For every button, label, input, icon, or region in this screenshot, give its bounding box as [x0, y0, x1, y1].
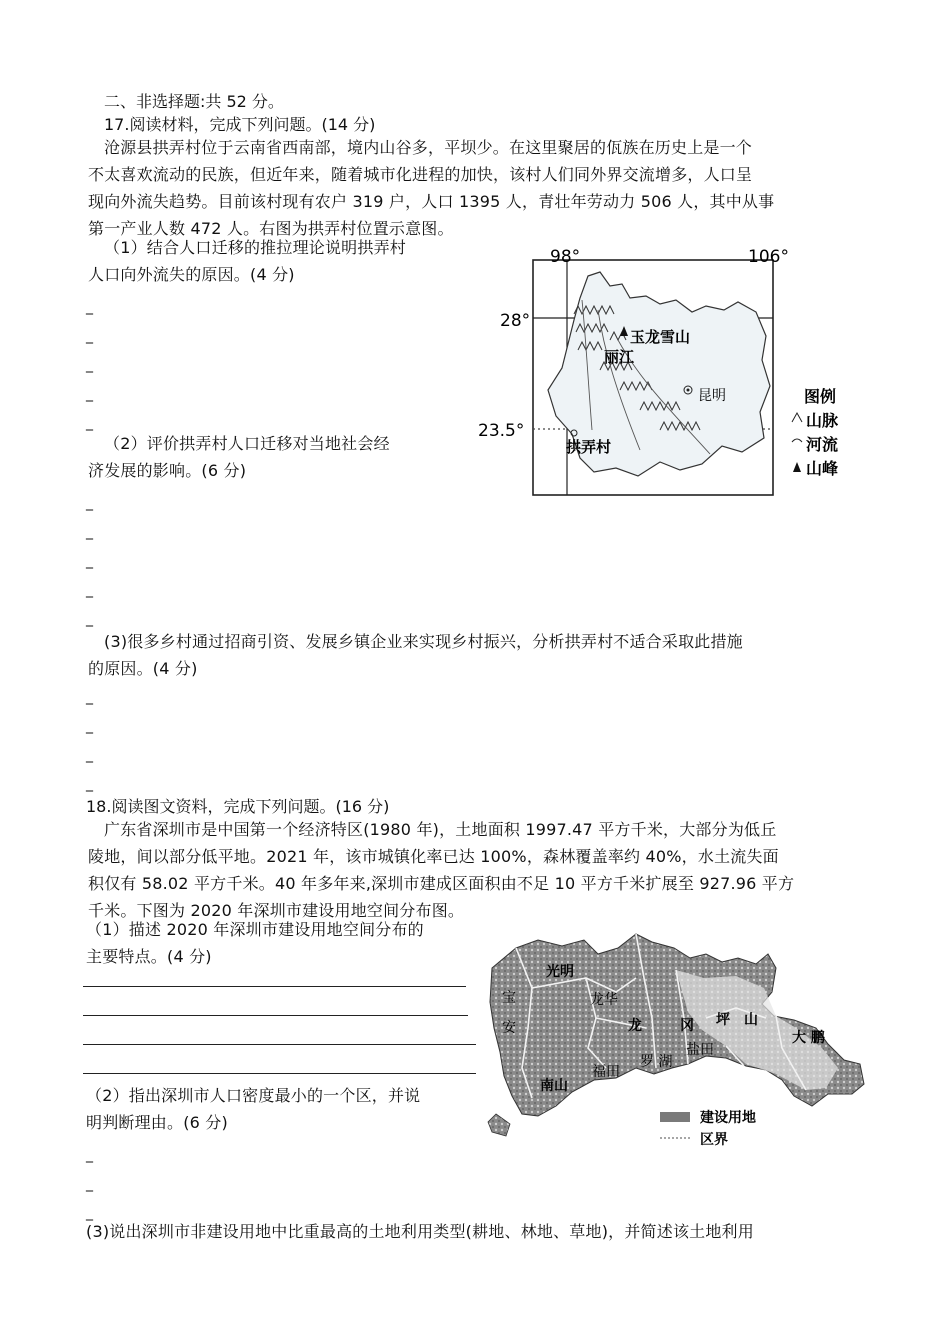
- q18-intro-line: 千米。下图为 2020 年深圳市建设用地空间分布图。: [88, 901, 465, 920]
- q17-intro-line: 沧源县拱弄村位于云南省西南部，境内山谷多，平坝少。在这里聚居的佤族在历史上是一个: [104, 138, 753, 157]
- district-nanshan-label: 南山: [540, 1078, 568, 1094]
- q17-intro-line: 第一产业人数 472 人。右图为拱弄村位置示意图。: [88, 219, 454, 238]
- district-dapeng-label: 大 鹏: [792, 1030, 825, 1046]
- q17-part1-line: 人口向外流失的原因。(4 分): [88, 265, 295, 284]
- answer-line[interactable]: [83, 986, 466, 987]
- district-baoan-label-1: 宝: [502, 990, 516, 1006]
- answer-blank[interactable]: _: [86, 357, 93, 373]
- q18-part3-line: (3)说出深圳市非建设用地中比重最高的土地利用类型(耕地、林地、草地)，并简述该土地利用: [86, 1222, 754, 1241]
- answer-blank[interactable]: _: [86, 415, 93, 431]
- q17-part3: [88, 628, 878, 682]
- district-pingshan-label: 坪 山: [716, 1012, 758, 1028]
- q18-title: 18.阅读图文资料，完成下列问题。(16 分): [86, 797, 390, 816]
- q17-part1-line: （1）结合人口迁移的推拉理论说明拱弄村: [104, 238, 406, 257]
- district-longhua-label: 龙华: [590, 992, 618, 1008]
- q18-part2: [86, 1082, 478, 1136]
- q18-part2-line: 明判断理由。(6 分): [86, 1113, 228, 1132]
- lat-28-label: 28°: [500, 311, 531, 331]
- island: [488, 1114, 510, 1136]
- q17-part2-line: （2）评价拱弄村人口迁移对当地社会经: [104, 434, 390, 453]
- legend-built-swatch: [660, 1112, 690, 1122]
- q17-part2-line: 济发展的影响。(6 分): [88, 461, 247, 480]
- peak-label: 玉龙雪山: [630, 328, 691, 346]
- district-guangming-label: 光明: [546, 964, 574, 980]
- answer-blank[interactable]: _: [86, 553, 93, 569]
- q18-intro-line: 积仅有 58.02 平方千米。40 年多年来,深圳市建成区面积由不足 10 平方千米扩展至 927.96 平方: [88, 874, 795, 893]
- answer-blank[interactable]: _: [86, 524, 93, 540]
- shenzhen-land-use-map: [476, 918, 872, 1154]
- answer-blank[interactable]: _: [86, 776, 93, 792]
- answer-blank[interactable]: _: [86, 328, 93, 344]
- q18-part2-line: （2）指出深圳市人口密度最小的一个区，并说: [86, 1086, 421, 1105]
- answer-blank[interactable]: _: [86, 299, 93, 315]
- lat-23-5-label: 23.5°: [478, 421, 525, 441]
- answer-blank[interactable]: _: [86, 718, 93, 734]
- q17-part3-line: 的原因。(4 分): [88, 659, 198, 678]
- gongnong-village-location-map: [470, 240, 870, 505]
- district-longgang-label-2: 冈: [680, 1018, 694, 1034]
- lon-106-label: 106°: [748, 247, 789, 267]
- district-longgang-label-1: 龙: [628, 1018, 642, 1034]
- section-heading: 二、非选择题:共 52 分。: [104, 92, 284, 111]
- district-yantian-label: 盐田: [686, 1042, 714, 1058]
- peak-legend-icon: [793, 462, 801, 472]
- legend-peak-label: 山峰: [806, 459, 839, 478]
- q17-part3-line: (3)很多乡村通过招商引资、发展乡镇企业来实现乡村振兴，分析拱弄村不适合采取此措施: [104, 632, 743, 651]
- kunming-label: 昆明: [698, 388, 726, 404]
- lijiang-label: 丽江: [604, 348, 635, 366]
- answer-blank[interactable]: _: [86, 689, 93, 705]
- district-baoan-label-2: 安: [502, 1020, 516, 1036]
- mountain-icon: [792, 413, 802, 422]
- answer-blank[interactable]: _: [86, 495, 93, 511]
- lon-98-label: 98°: [550, 247, 581, 267]
- district-futian-label: 福田: [592, 1064, 620, 1080]
- q17-intro-line: 不太喜欢流动的民族，但近年来，随着城市化进程的加快，该村人们同外界交流增多，人口呈: [88, 165, 753, 184]
- answer-blank[interactable]: _: [86, 1147, 93, 1163]
- legend-river-label: 河流: [806, 435, 839, 454]
- kunming-dot-center: [687, 389, 690, 392]
- legend-built-label: 建设用地: [700, 1110, 756, 1126]
- legend-title: 图例: [804, 387, 837, 406]
- district-luohu-label: 罗 湖: [640, 1054, 673, 1070]
- q18-intro-line: 陵地，间以部分低平地。2021 年，该市城镇化率已达 100%，森林覆盖率约 40%，水土流失面: [88, 847, 779, 866]
- answer-line[interactable]: [83, 1073, 476, 1074]
- answer-blank[interactable]: _: [86, 611, 93, 627]
- q17-intro: [88, 134, 878, 242]
- q18-part1: [86, 916, 476, 970]
- answer-line[interactable]: [83, 1044, 476, 1045]
- q17-intro-line: 现向外流失趋势。目前该村现有农户 319 户，人口 1395 人，青壮年劳动力 506 人，其中从事: [88, 192, 775, 211]
- q17-part1: [88, 234, 468, 288]
- river-icon: [792, 439, 802, 442]
- q17-title: 17.阅读材料，完成下列问题。(14 分): [104, 115, 376, 134]
- answer-blank[interactable]: _: [86, 1205, 93, 1221]
- q18-intro: [88, 816, 878, 924]
- q17-part2: [88, 430, 468, 484]
- answer-blank[interactable]: _: [86, 1176, 93, 1192]
- q18-part3: [86, 1218, 906, 1245]
- answer-line[interactable]: [83, 1015, 468, 1016]
- legend-mountain-label: 山脉: [806, 411, 839, 430]
- legend-boundary-label: 区界: [700, 1132, 728, 1148]
- q18-part1-line: （1）描述 2020 年深圳市建设用地空间分布的: [86, 920, 424, 939]
- answer-blank[interactable]: _: [86, 386, 93, 402]
- q18-part1-line: 主要特点。(4 分): [86, 947, 212, 966]
- answer-blank[interactable]: _: [86, 582, 93, 598]
- q18-intro-line: 广东省深圳市是中国第一个经济特区(1980 年)，土地面积 1997.47 平方千米，大部分为低丘: [104, 820, 777, 839]
- village-label: 拱弄村: [566, 438, 612, 456]
- answer-blank[interactable]: _: [86, 747, 93, 763]
